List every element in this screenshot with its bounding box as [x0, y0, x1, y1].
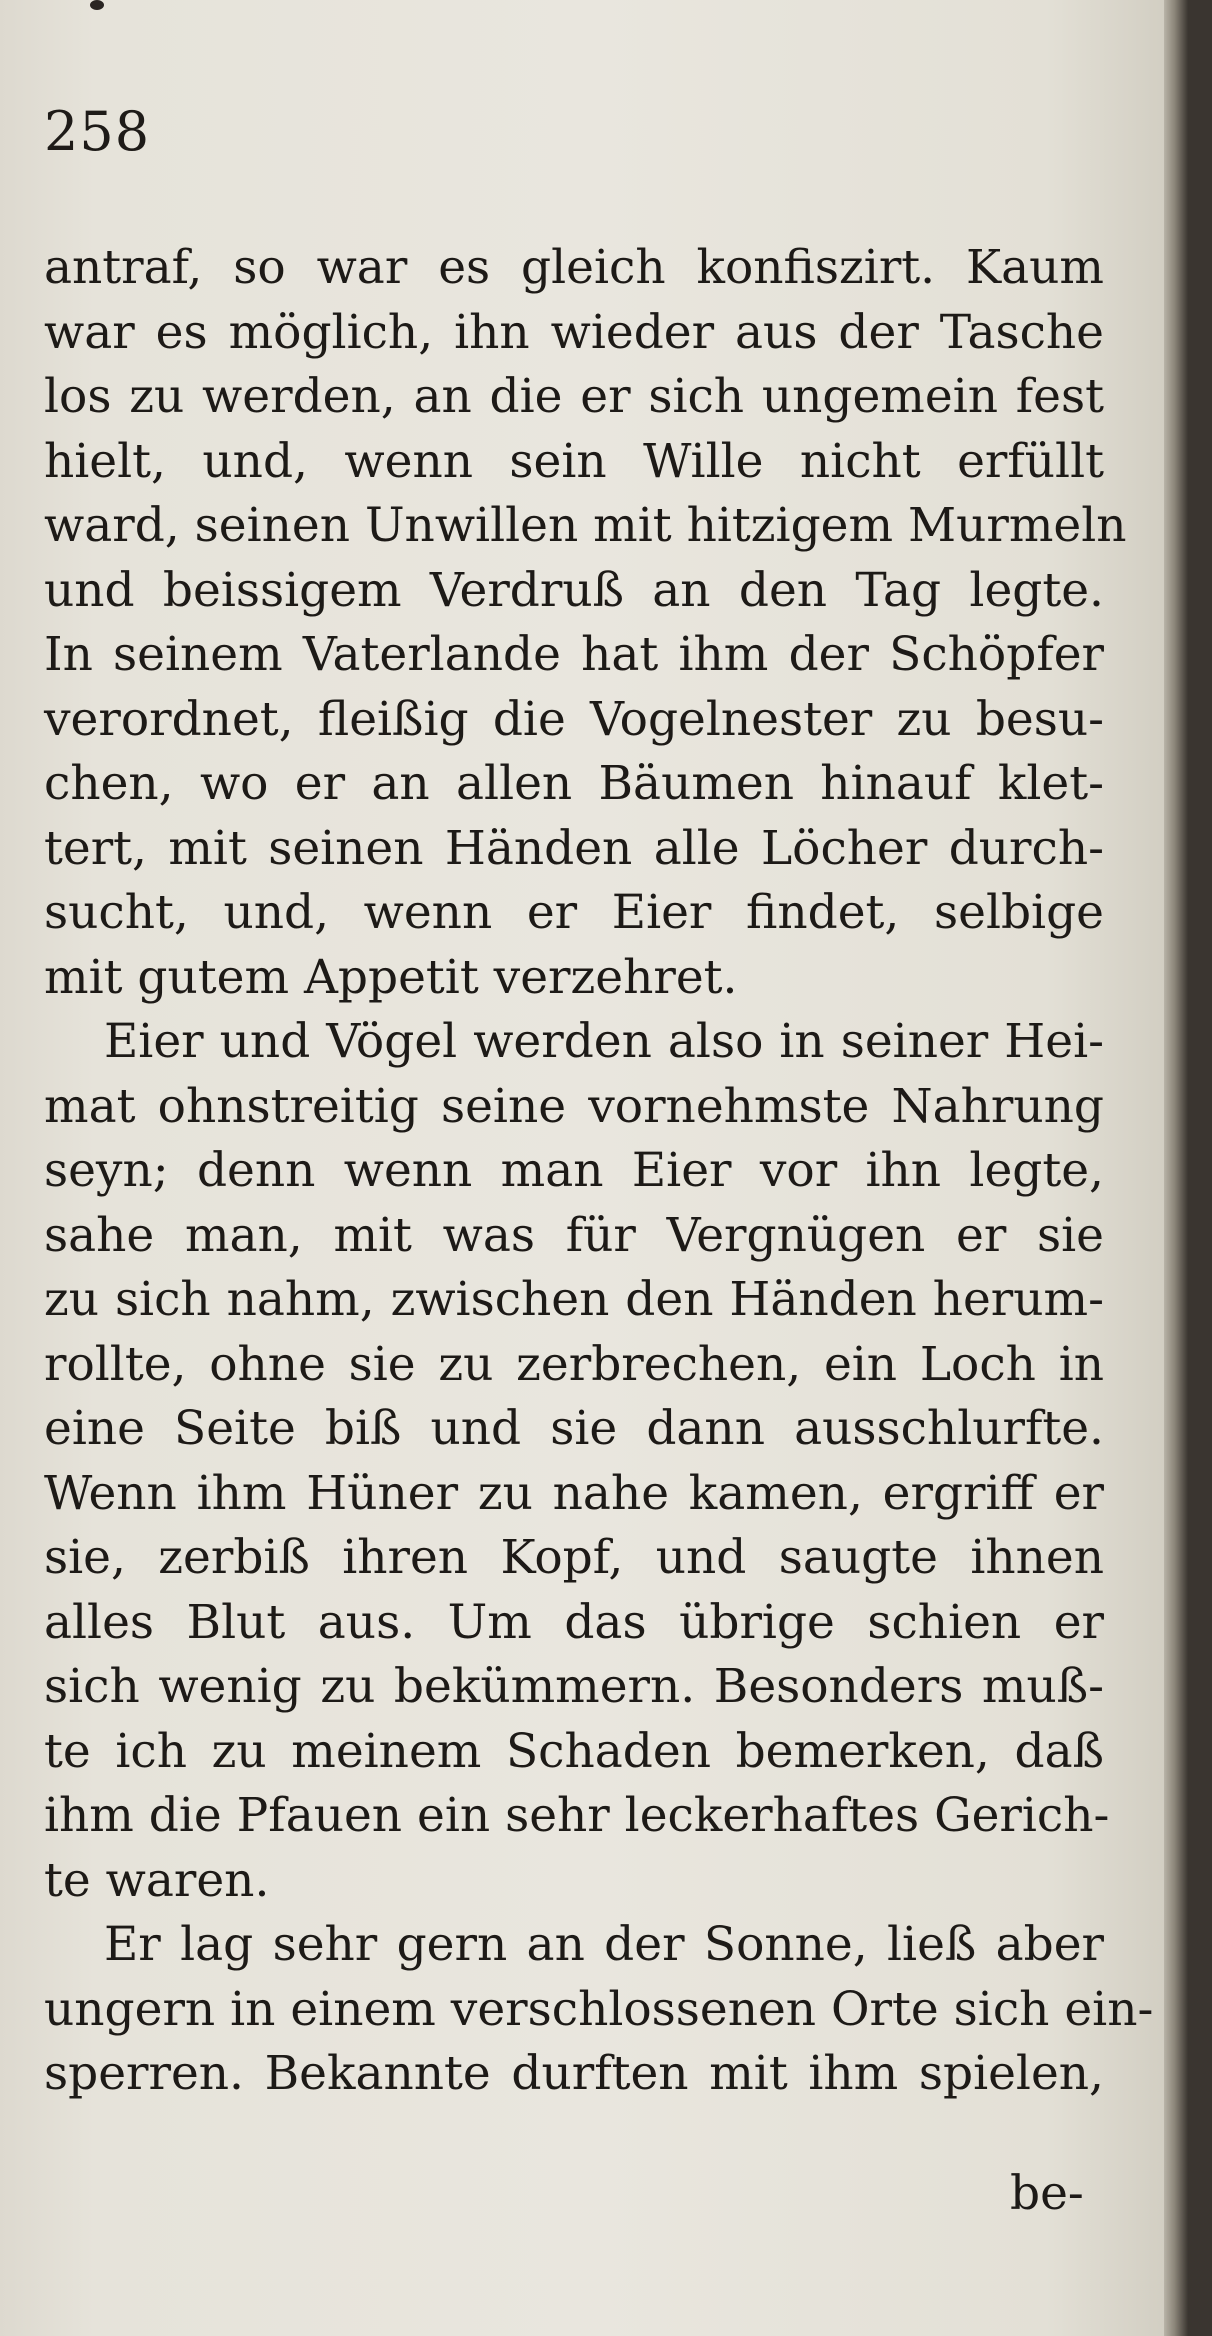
page-edge	[1164, 0, 1188, 2336]
text-line: In seinem Vaterlande hat ihm der Schöpfer	[44, 627, 1104, 682]
text-line: sahe man, mit was für Vergnügen er sie	[44, 1207, 1104, 1263]
body-text	[44, 236, 1154, 2107]
text-line: sie, zerbiß ihren Kopf, und saugte ihnen	[44, 1530, 1104, 1585]
text-line: chen, wo er an allen Bäumen hinauf klet-	[44, 756, 1104, 811]
text-line: sich wenig zu bekümmern. Besonders muß-	[44, 1659, 1104, 1714]
text-line: verordnet, fleißig die Vogelnester zu besu-	[44, 691, 1104, 747]
text-line: ihm die Pfauen ein sehr leckerhaftes Gerich-	[44, 1788, 1110, 1843]
text-line: zu sich nahm, zwischen den Händen herum-	[44, 1272, 1104, 1327]
text-line: alles Blut aus. Um das übrige schien er	[44, 1594, 1104, 1650]
text-line: ungern in einem verschlossenen Orte sich ein-	[44, 1981, 1154, 2037]
text-line: war es möglich, ihn wieder aus der Tasche	[44, 304, 1104, 360]
text-line: te waren.	[44, 1852, 270, 1908]
text-line: Er lag sehr gern an der Sonne, ließ aber	[104, 1917, 1104, 1972]
text-line: te ich zu meinem Schaden bemerken, daß	[44, 1723, 1104, 1779]
text-line: sucht, und, wenn er Eier findet, selbige	[44, 885, 1104, 940]
ink-spot	[90, 0, 104, 10]
page-number: 258	[44, 100, 151, 163]
text-line: tert, mit seinen Händen alle Löcher durch-	[44, 820, 1104, 876]
text-line: Wenn ihm Hüner zu nahe kamen, ergriff er	[44, 1465, 1104, 1521]
catchword: be-	[1010, 2166, 1084, 2221]
text-line: mat ohnstreitig seine vornehmste Nahrung	[44, 1078, 1104, 1134]
text-line: hielt, und, wenn sein Wille nicht erfüllt	[44, 433, 1104, 489]
text-line: rollte, ohne sie zu zerbrechen, ein Loch in	[44, 1336, 1104, 1392]
text-line: antraf, so war es gleich konfiszirt. Kaum	[44, 240, 1104, 295]
text-line: eine Seite biß und sie dann ausschlurfte.	[44, 1401, 1104, 1456]
text-line: mit gutem Appetit verzehret.	[44, 949, 738, 1005]
text-line: sperren. Bekannte durften mit ihm spielen,	[44, 2046, 1104, 2101]
text-line: und beissigem Verdruß an den Tag legte.	[44, 562, 1104, 618]
text-line: los zu werden, an die er sich ungemein fest	[44, 369, 1104, 424]
text-line: Eier und Vögel werden also in seiner Hei-	[104, 1014, 1104, 1069]
text-line: ward, seinen Unwillen mit hitzigem Murmeln	[44, 498, 1127, 553]
text-line: seyn; denn wenn man Eier vor ihn legte,	[44, 1143, 1104, 1198]
